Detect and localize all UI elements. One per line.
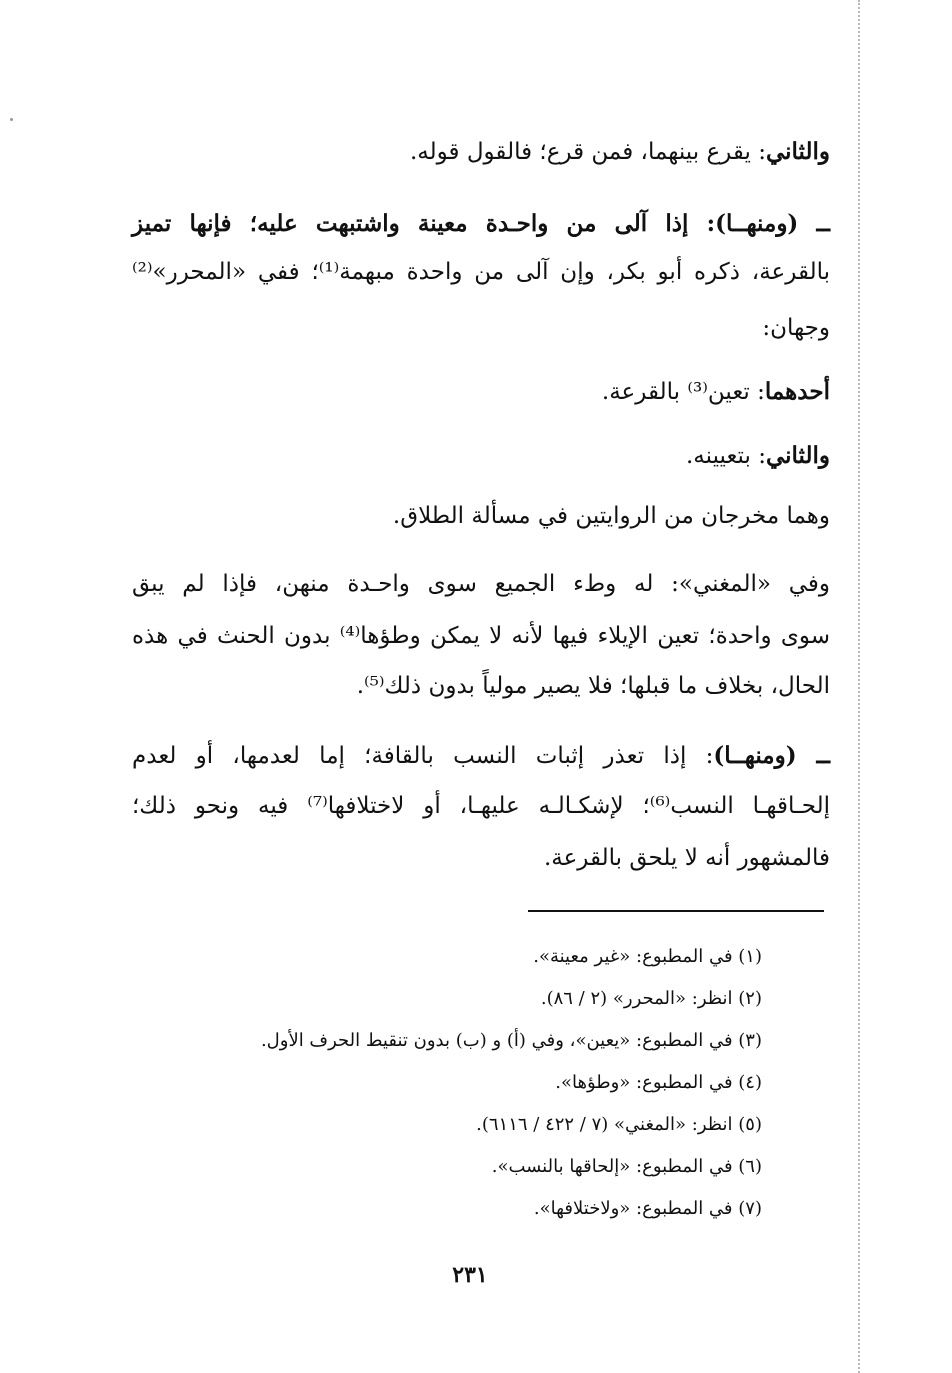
line-text: الحال، بخلاف ما قبلها؛ فلا يصير مولياً بدون ذلك⁽⁵⁾.	[356, 673, 830, 699]
line-text: سوى واحدة؛ تعين الإيلاء فيها لأنه لا يمكن وطؤها⁽⁴⁾ بدون الحنث في هذه	[132, 623, 830, 649]
line-text: وفي «المغني»: له وطء الجميع سوى واحـدة منهن، فإذا لم يبق	[132, 571, 830, 597]
line-lead: والثاني	[765, 442, 830, 469]
page-number: ٢٣١	[452, 1262, 488, 1288]
line-lead: والثاني	[765, 138, 830, 165]
line-text: وهما مخرجان من الروايتين في مسألة الطلاق.	[392, 503, 830, 529]
footnote: (٧) في المطبوع: «ولاختلافها».	[533, 1198, 762, 1219]
line-text: : إذا تعذر إثبات النسب بالقافة؛ إما لعدمها، أو لعدم	[132, 743, 714, 769]
paragraph-line	[410, 136, 830, 168]
line-text: : بتعيينه.	[686, 443, 766, 469]
paragraph-line	[393, 500, 830, 532]
paragraph-line	[357, 670, 830, 702]
paragraph-line	[602, 376, 830, 408]
paragraph-line	[132, 256, 830, 288]
line-text: : إذا آلى من واحـدة معينة واشتبهت عليه؛ فإنها تميز	[132, 210, 716, 237]
page-edge-dots	[858, 0, 860, 1373]
footnote: (١) في المطبوع: «غير معينة».	[533, 946, 762, 967]
paragraph-line	[132, 620, 830, 652]
footnote-separator	[528, 910, 824, 912]
line-lead: ــ (ومنهــا)	[715, 210, 830, 237]
line-text: : تعين⁽³⁾ بالقرعة.	[601, 379, 765, 405]
paragraph-line	[132, 790, 830, 822]
line-text: وجهان:	[762, 315, 830, 341]
paragraph-line	[132, 568, 830, 600]
footnote: (٣) في المطبوع: «يعين»، وفي (أ) و (ب) بدون تنقيط الحرف الأول.	[260, 1030, 762, 1051]
line-text: بالقرعة، ذكره أبو بكر، وإن آلى من واحدة مبهمة⁽¹⁾؛ ففي «المحرر»⁽²⁾	[132, 259, 830, 285]
line-lead: ــ (ومنهــا)	[713, 742, 831, 769]
footnote: (٢) انظر: «المحرر» (٢ / ٨٦).	[540, 988, 762, 1009]
footnote: (٦) في المطبوع: «إلحاقها بالنسب».	[491, 1156, 762, 1177]
footnote: (٤) في المطبوع: «وطؤها».	[555, 1072, 762, 1093]
paragraph-line	[762, 312, 830, 344]
line-lead: أحدهما	[764, 378, 830, 405]
scan-speck	[10, 118, 13, 121]
line-text: : يقرع بينهما، فمن قرع؛ فالقول قوله.	[410, 139, 766, 165]
paragraph-line	[132, 740, 830, 772]
line-text: إلحـاقهـا النسب⁽⁶⁾؛ لإشكـالـه عليهـا، أو لاختلافها⁽⁷⁾ فيه ونحو ذلك؛	[132, 793, 831, 819]
paragraph-line	[132, 208, 830, 240]
paragraph-line	[686, 440, 830, 472]
footnote: (٥) انظر: «المغني» (٧ / ٤٢٢ / ٦١١٦).	[476, 1114, 762, 1135]
line-text: فالمشهور أنه لا يلحق بالقرعة.	[543, 845, 830, 871]
paragraph-line	[544, 842, 830, 874]
